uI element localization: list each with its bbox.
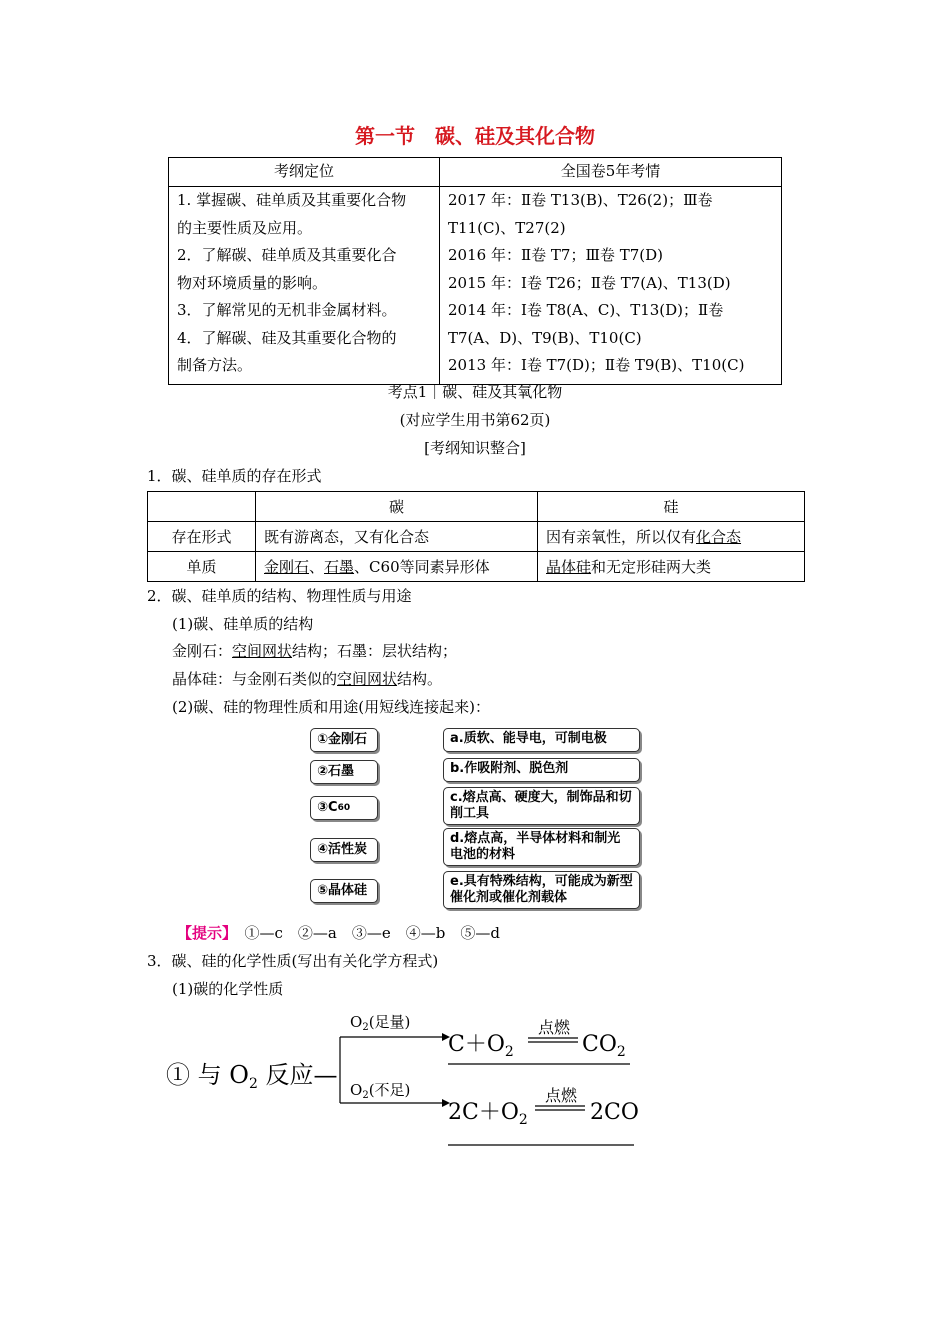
header-exam: 全国卷5年考情 [440, 158, 782, 187]
answer-diamond: 金刚石 [264, 558, 310, 576]
section-2-1: (1)碳、硅单质的结构 [172, 615, 314, 633]
goal-line: 4．了解碳、硅及其重要化合物的 [177, 328, 397, 347]
section-3-1: (1)碳的化学性质 [172, 980, 284, 998]
section-tag: [考纲知识整合] [424, 439, 526, 457]
equation-2-product: 2CO [590, 1100, 639, 1125]
match-left-diamond: ①金刚石 [310, 728, 378, 752]
page-title: 第一节 碳、硅及其化合物 [355, 124, 595, 148]
match-right-c: c.熔点高、硬度大，制饰品和切削工具 [443, 787, 640, 825]
silicon-existence-answer: 化合态 [696, 528, 742, 546]
goal-line: 物对环境质量的影响。 [177, 273, 328, 292]
equation-1-product: $CO_2$ [582, 1032, 626, 1060]
section-3-title: 3．碳、硅的化学性质(写出有关化学方程式) [147, 952, 439, 970]
corner-cell [148, 492, 256, 522]
header-outline: 考纲定位 [169, 158, 440, 187]
exam-line: 2016 年：Ⅱ卷 T7；Ⅲ卷 T7(D) [448, 246, 663, 264]
structure-line-2-pre: 晶体硅：与金刚石类似的 [172, 670, 338, 688]
condition-1: 点燃 [538, 1018, 571, 1037]
separator: 、 [309, 558, 325, 576]
exam-line: 2013 年：Ⅰ卷 T7(D)；Ⅱ卷 T9(B)、T10(C) [448, 356, 745, 374]
carbon-allotropes [256, 552, 538, 582]
carbon-existence: 既有游离态，又有化合态 [256, 522, 538, 552]
hint-label: 【提示】 [177, 924, 230, 942]
condition-2: 点燃 [545, 1086, 578, 1105]
silicon-forms [538, 552, 805, 582]
answer-network: 空间网状 [232, 642, 293, 660]
row-label-existence: 存在形式 [148, 522, 256, 552]
kaodian-heading: 考点1｜碳、硅及其氧化物 [387, 383, 563, 401]
hint-line [177, 922, 500, 943]
header-silicon: 硅 [538, 492, 805, 522]
exam-history [440, 187, 782, 385]
equation-2: $2C+O_2$ [448, 1100, 528, 1128]
structure-line-2-rest: 结构。 [397, 670, 443, 688]
carbon-oxygen-reaction-diagram [160, 1005, 660, 1155]
reaction-label: ① 与 $O_2$ 反应— [166, 1061, 338, 1092]
section-2-2: (2)碳、硅的物理性质和用途(用短线连接起来)： [172, 698, 490, 716]
section-2-title: 2．碳、硅单质的结构、物理性质与用途 [147, 587, 412, 605]
match-right-a: a.质软、能导电，可制电极 [443, 728, 640, 752]
match-right-d: d.熔点高，半导体材料和制光电池的材料 [443, 828, 640, 866]
goal-line: 1. 掌握碳、硅单质及其重要化合物 [177, 191, 407, 209]
structure-line-1-rest: 结构；石墨：层状结构； [292, 642, 458, 660]
header-carbon: 碳 [256, 492, 538, 522]
match-left-crystal-silicon: ⑤晶体硅 [310, 879, 378, 903]
branch2-label: $O_2$(不足) [350, 1081, 411, 1101]
answer-crystal-silicon: 晶体硅 [546, 558, 592, 576]
goal-line: 制备方法。 [177, 356, 253, 374]
structure-line-2 [172, 668, 442, 689]
exam-line: 2017 年：Ⅱ卷 T13(B)、T26(2)；Ⅲ卷 [448, 191, 713, 209]
goal-line: 3．了解常见的无机非金属材料。 [177, 301, 397, 319]
match-right-e: e.具有特殊结构，可能成为新型催化剂或催化剂载体 [443, 871, 640, 909]
existence-table [147, 491, 805, 582]
exam-line: 2015 年：Ⅰ卷 T26；Ⅱ卷 T7(A)、T13(D) [448, 273, 731, 292]
carbon-allotropes-rest: 、C60等同素异形体 [354, 558, 490, 576]
answer-graphite: 石墨 [324, 558, 355, 576]
answer-network: 空间网状 [337, 670, 398, 688]
exam-line: T7(A、D)、T9(B)、T10(C) [448, 328, 642, 347]
branch1-label: $O_2$(足量) [350, 1013, 411, 1033]
outline-goals [169, 187, 440, 385]
match-right-b: b.作吸附剂、脱色剂 [443, 758, 640, 782]
equation-1: $C+O_2$ [448, 1032, 514, 1060]
silicon-existence-text: 因有亲氧性，所以仅有 [546, 528, 697, 546]
match-left-activated-carbon: ④活性炭 [310, 838, 378, 862]
silicon-existence [538, 522, 805, 552]
exam-line: T11(C)、T27(2) [448, 218, 566, 237]
section-1-title: 1．碳、硅单质的存在形式 [147, 467, 322, 485]
silicon-forms-rest: 和无定形硅两大类 [591, 558, 712, 576]
goal-line: 的主要性质及应用。 [177, 218, 313, 237]
match-left-c60: ③C 60 [310, 796, 378, 820]
goal-line: 2．了解碳、硅单质及其重要化合 [177, 246, 397, 264]
page-reference: (对应学生用书第62页) [399, 411, 551, 429]
hint-answers: ①—c ②—a ③—e ④—b ⑤—d [244, 924, 500, 942]
structure-line-1 [172, 640, 457, 661]
exam-line: 2014 年：Ⅰ卷 T8(A、C)、T13(D)；Ⅱ卷 [448, 301, 724, 319]
row-label-element: 单质 [148, 552, 256, 582]
match-left-graphite: ②石墨 [310, 760, 378, 784]
structure-line-1-pre: 金刚石： [172, 642, 233, 660]
outline-table [168, 157, 782, 385]
